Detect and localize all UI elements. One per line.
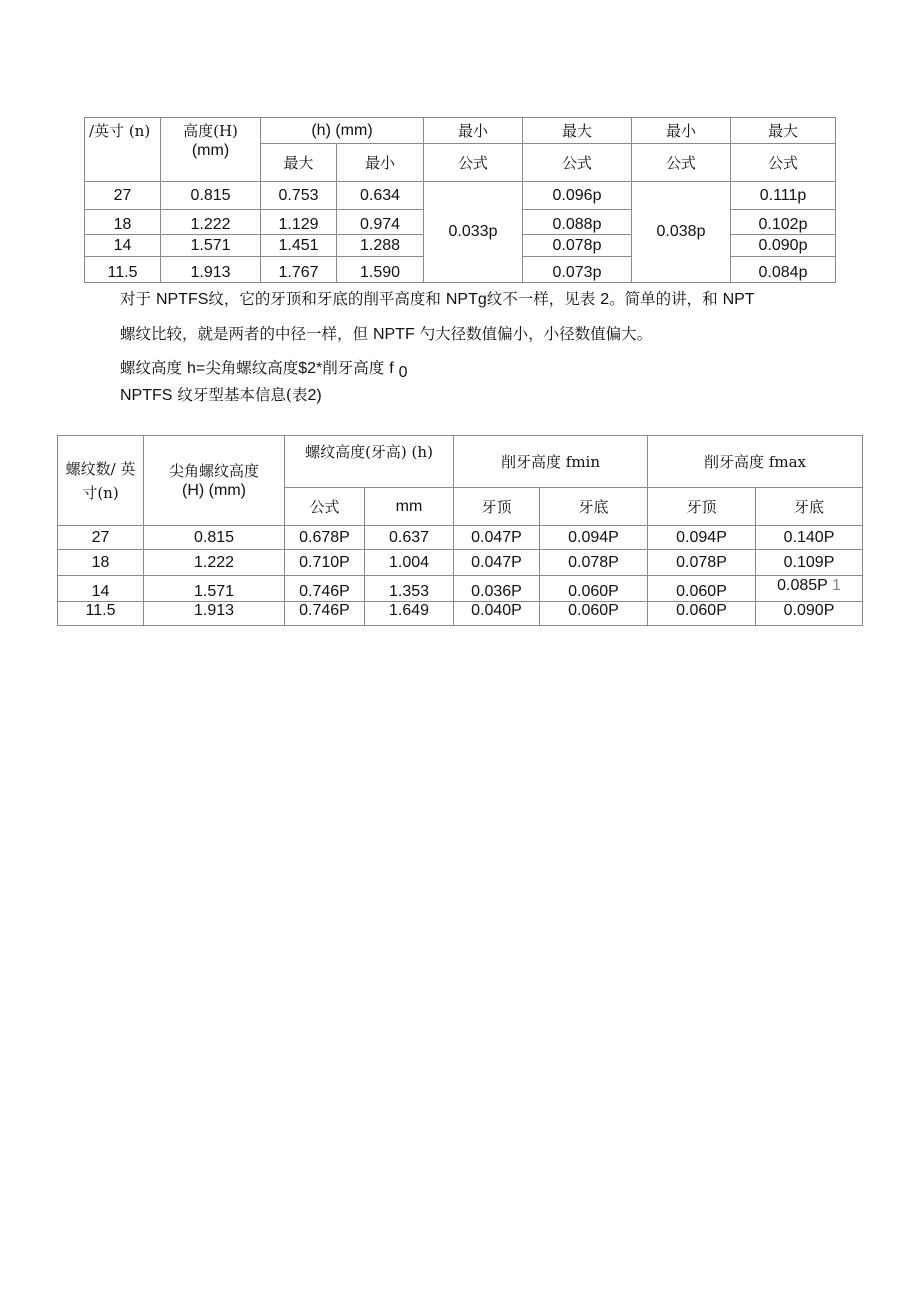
cell-fmax-crest: 0.060P bbox=[648, 602, 756, 626]
header-max-2: 最大 bbox=[731, 118, 836, 144]
table-row bbox=[58, 576, 863, 602]
cell-fmax-crest: 0.094P bbox=[648, 526, 756, 550]
cell-H: 1.571 bbox=[161, 235, 261, 257]
cell-fmin-root: 0.078P bbox=[540, 550, 648, 576]
cell-hmax: 1.451 bbox=[261, 235, 337, 257]
cell-n: 11.5 bbox=[85, 257, 161, 283]
cell-H: 1.222 bbox=[144, 550, 285, 576]
header-height bbox=[161, 118, 261, 182]
cell-mm: 0.637 bbox=[365, 526, 454, 550]
header-height-unit: (mm) bbox=[191, 142, 230, 159]
cell-hmax: 0.753 bbox=[261, 182, 337, 210]
table-2-caption: NPTFS 纹牙型基本信息(表2) bbox=[120, 386, 322, 404]
cell-max-formula-1: 0.096p bbox=[523, 182, 632, 210]
cell-max-formula-2: 0.102p bbox=[731, 210, 836, 235]
merged-min-formula-1: 0.033p bbox=[424, 182, 523, 283]
cell-fmax-root bbox=[756, 576, 863, 602]
cell-max-formula-2: 0.090p bbox=[731, 235, 836, 257]
cell-fmin-crest: 0.047P bbox=[454, 550, 540, 576]
subheader-root-1: 牙底 bbox=[540, 488, 648, 526]
subheader-max: 最大 bbox=[261, 144, 337, 182]
cell-fmin-root: 0.060P bbox=[540, 602, 648, 626]
subheader-mm: mm bbox=[365, 488, 454, 526]
cell-n: 11.5 bbox=[58, 602, 144, 626]
subheader-formula-1: 公式 bbox=[424, 144, 523, 182]
cell-H: 0.815 bbox=[161, 182, 261, 210]
cell-hmin: 0.634 bbox=[337, 182, 424, 210]
cell-mm: 1.353 bbox=[365, 576, 454, 602]
nptf-thread-profile-table bbox=[57, 435, 863, 626]
cell-fmax-root: 0.090P bbox=[756, 602, 863, 626]
subheader-crest-2: 牙顶 bbox=[648, 488, 756, 526]
subheader-min: 最小 bbox=[337, 144, 424, 182]
cell-H: 0.815 bbox=[144, 526, 285, 550]
header-sharp-height-unit: (H) (mm) bbox=[182, 481, 246, 499]
header-h: (h) (mm) bbox=[261, 118, 424, 144]
table-row bbox=[58, 550, 863, 576]
cell-max-formula-1: 0.088p bbox=[523, 210, 632, 235]
table-row bbox=[85, 182, 836, 210]
cell-fmin-crest: 0.040P bbox=[454, 602, 540, 626]
cell-fmax-crest: 0.078P bbox=[648, 550, 756, 576]
subheader-formula-4: 公式 bbox=[731, 144, 836, 182]
table-row bbox=[58, 602, 863, 626]
cell-max-formula-2: 0.084p bbox=[731, 257, 836, 283]
merged-min-formula-2: 0.038p bbox=[632, 182, 731, 283]
subheader-formula-2: 公式 bbox=[523, 144, 632, 182]
footnote-mark: 1 bbox=[832, 577, 841, 594]
thread-height-table bbox=[84, 117, 836, 283]
cell-n: 18 bbox=[58, 550, 144, 576]
cell-fmin-crest: 0.036P bbox=[454, 576, 540, 602]
cell-n: 14 bbox=[58, 576, 144, 602]
cell-H: 1.571 bbox=[144, 576, 285, 602]
cell-n: 14 bbox=[85, 235, 161, 257]
cell-H: 1.913 bbox=[144, 602, 285, 626]
cell-value: 0.085P bbox=[777, 577, 828, 594]
cell-n: 18 bbox=[85, 210, 161, 235]
header-fmin: 削牙高度 fmin bbox=[454, 436, 648, 488]
cell-hmin: 1.288 bbox=[337, 235, 424, 257]
header-sharp-height-label: 尖角螺纹高度 bbox=[168, 461, 259, 480]
cell-n: 27 bbox=[58, 526, 144, 550]
cell-formula: 0.746P bbox=[285, 602, 365, 626]
subheader-formula: 公式 bbox=[285, 488, 365, 526]
header-min-2: 最小 bbox=[632, 118, 731, 144]
header-height-label: 高度(H) bbox=[183, 122, 238, 140]
header-tpi: 螺纹数/ 英寸(n) bbox=[58, 436, 144, 526]
formula-line: 螺纹高度 h=尖角螺纹高度$2*削牙高度 f $_0$ bbox=[120, 359, 408, 382]
header-max-1: 最大 bbox=[523, 118, 632, 144]
cell-H: 1.222 bbox=[161, 210, 261, 235]
header-fmax: 削牙高度 fmax bbox=[648, 436, 863, 488]
header-tpi: /英寸 (n) bbox=[85, 118, 161, 182]
header-thread-height: 螺纹高度(牙高) (h) bbox=[285, 436, 454, 488]
cell-hmin: 0.974 bbox=[337, 210, 424, 235]
cell-fmax-root: 0.140P bbox=[756, 526, 863, 550]
cell-n: 27 bbox=[85, 182, 161, 210]
cell-fmin-root: 0.060P bbox=[540, 576, 648, 602]
cell-formula: 0.678P bbox=[285, 526, 365, 550]
paragraph-line-2: 螺纹比较，就是两者的中径一样，但 NPTF 勺大径数值偏小，小径数值偏大。 bbox=[120, 325, 653, 343]
subheader-root-2: 牙底 bbox=[756, 488, 863, 526]
cell-fmax-crest: 0.060P bbox=[648, 576, 756, 602]
cell-fmin-root: 0.094P bbox=[540, 526, 648, 550]
header-min-1: 最小 bbox=[424, 118, 523, 144]
cell-max-formula-2: 0.111p bbox=[731, 182, 836, 210]
cell-hmin: 1.590 bbox=[337, 257, 424, 283]
header-sharp-height bbox=[144, 436, 285, 526]
cell-formula: 0.746P bbox=[285, 576, 365, 602]
cell-max-formula-1: 0.078p bbox=[523, 235, 632, 257]
paragraph-line-1: 对于 NPTFS纹，它的牙顶和牙底的削平高度和 NPTg纹不一样，见表 2。简单的讲，和 NPT bbox=[120, 290, 755, 308]
cell-hmax: 1.129 bbox=[261, 210, 337, 235]
cell-hmax: 1.767 bbox=[261, 257, 337, 283]
cell-fmin-crest: 0.047P bbox=[454, 526, 540, 550]
table-row bbox=[58, 526, 863, 550]
cell-formula: 0.710P bbox=[285, 550, 365, 576]
cell-mm: 1.649 bbox=[365, 602, 454, 626]
cell-H: 1.913 bbox=[161, 257, 261, 283]
cell-mm: 1.004 bbox=[365, 550, 454, 576]
subheader-formula-3: 公式 bbox=[632, 144, 731, 182]
cell-max-formula-1: 0.073p bbox=[523, 257, 632, 283]
subheader-crest-1: 牙顶 bbox=[454, 488, 540, 526]
cell-fmax-root: 0.109P bbox=[756, 550, 863, 576]
